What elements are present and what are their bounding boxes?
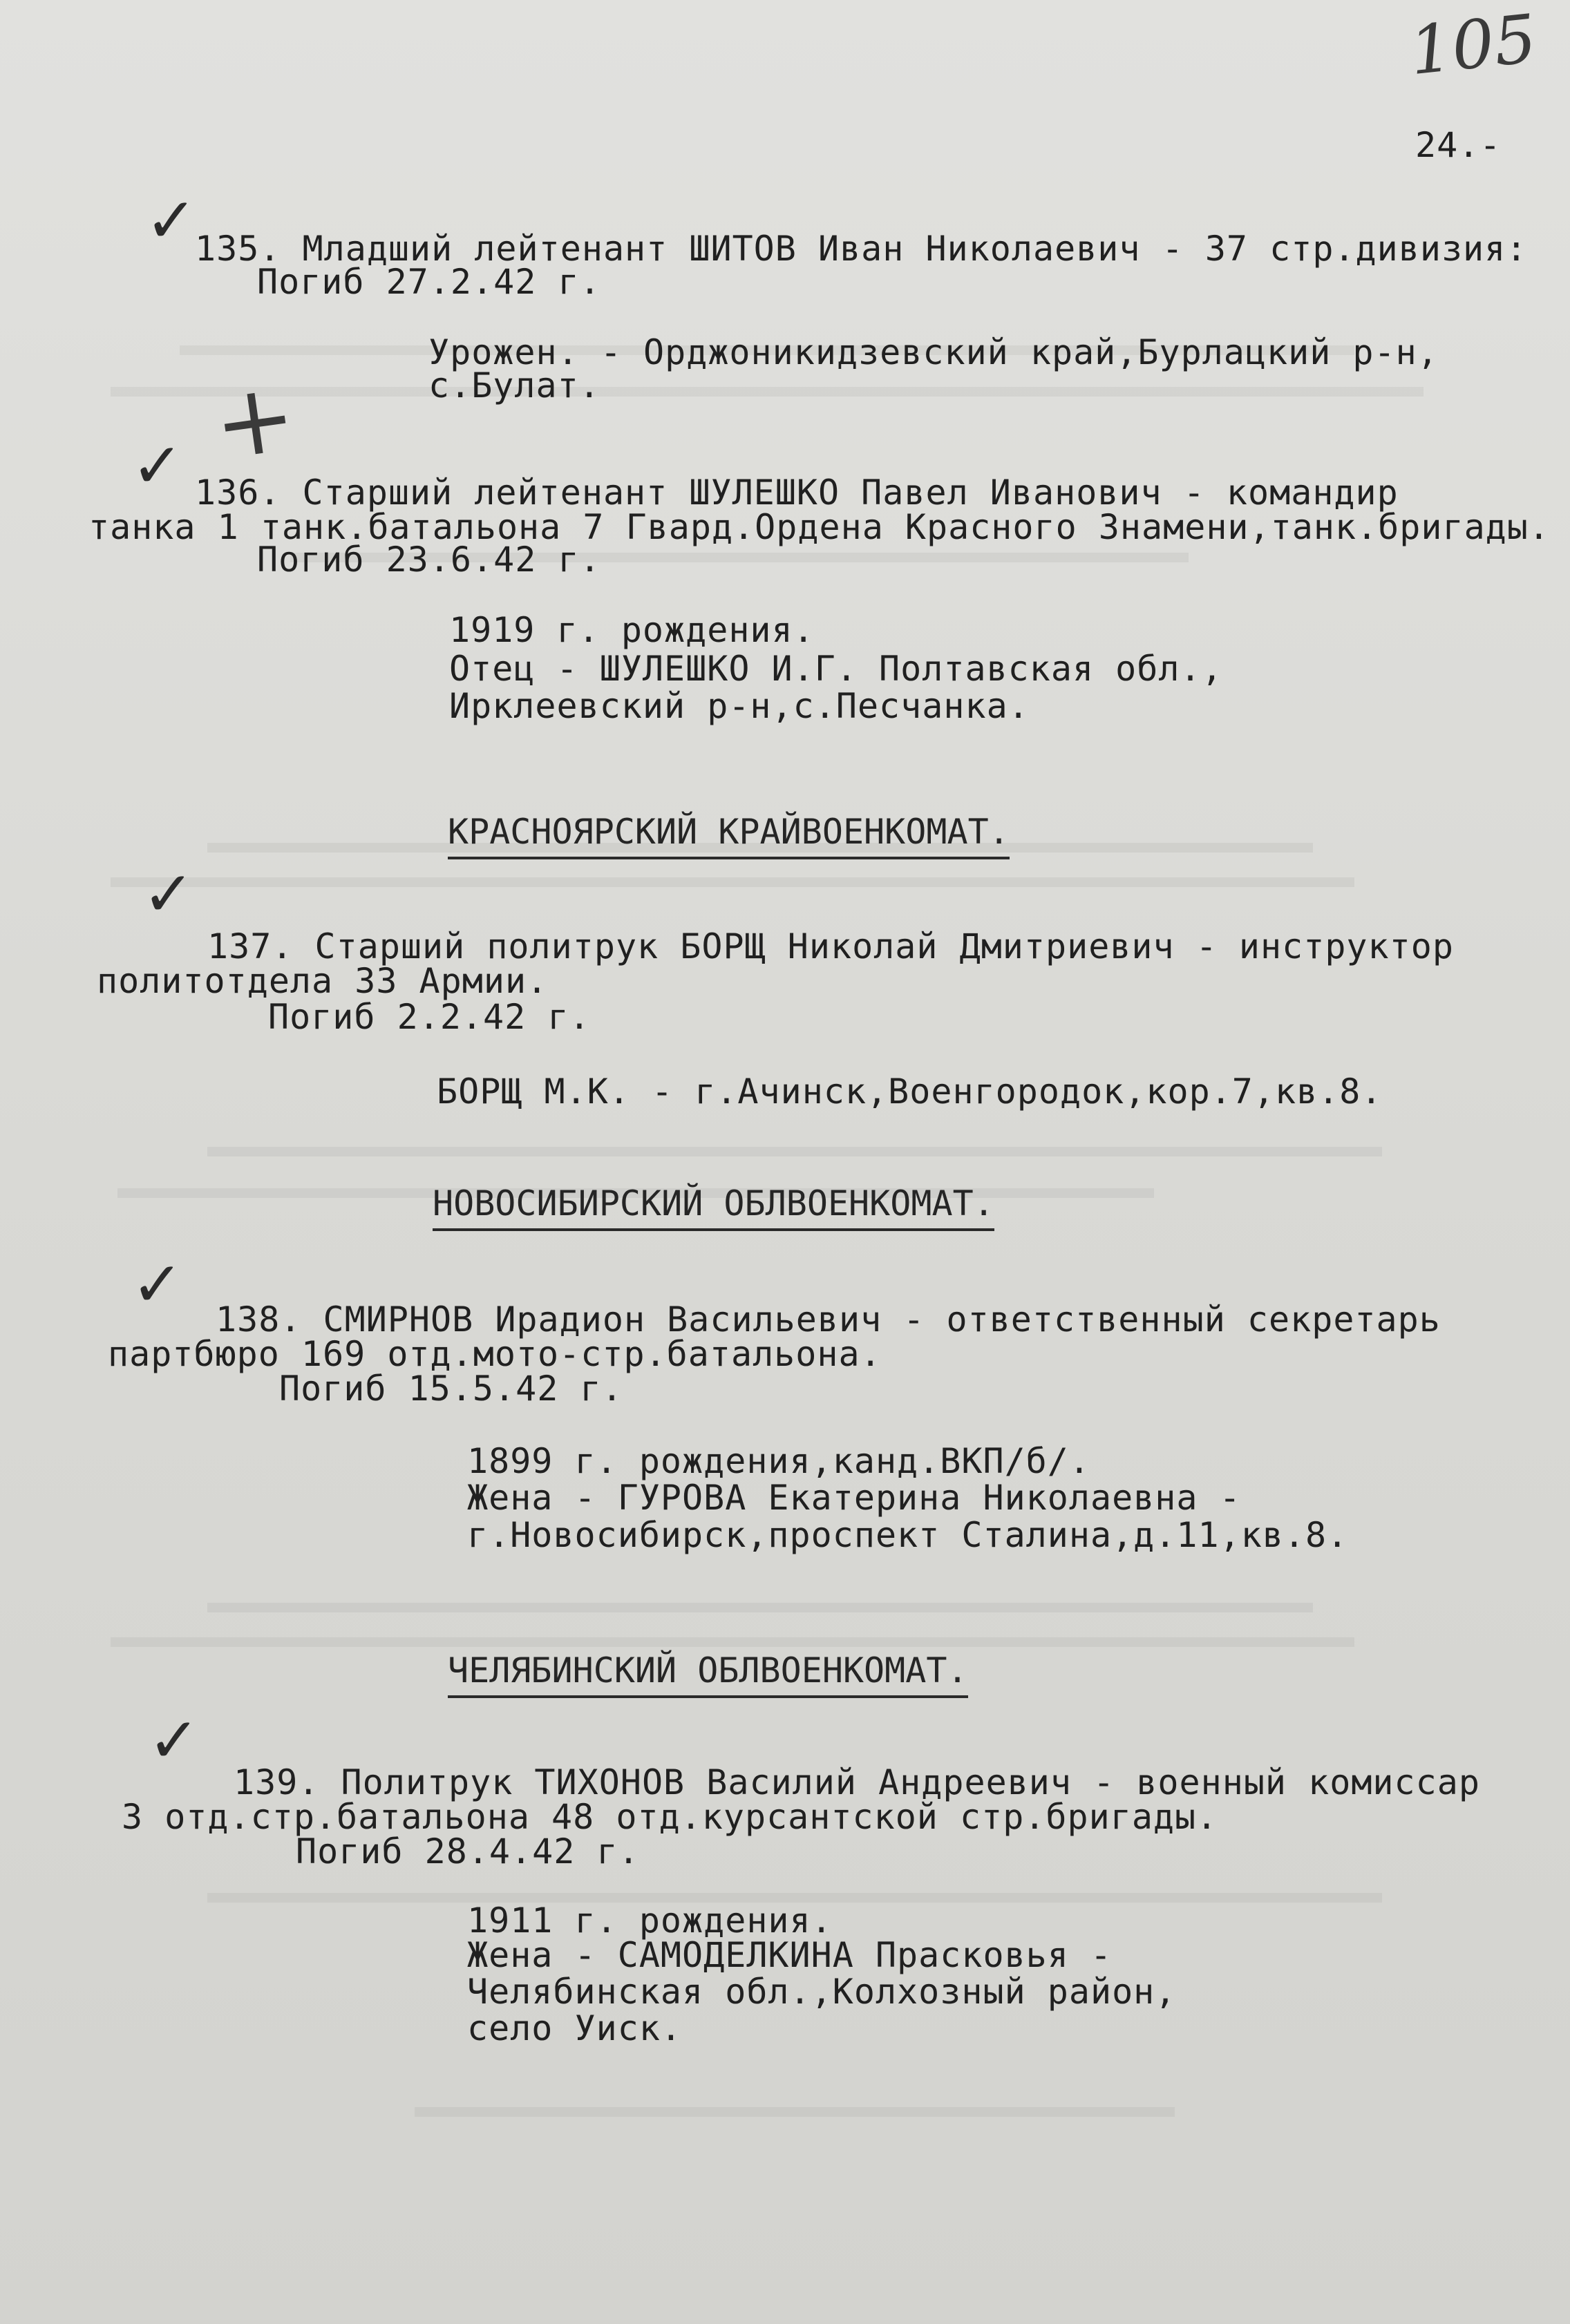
bleed-through-line <box>207 1603 1313 1612</box>
entry-138-detail-1: 1899 г. рождения,канд.ВКП/б/. <box>467 1441 1090 1481</box>
bleed-through-line <box>111 387 1424 397</box>
entry-135-line-1: 135. Младший лейтенант ШИТОВ Иван Николаевич - 37 стр.дивизия: <box>195 229 1528 269</box>
section-heading-chelyabinsk: ЧЕЛЯБИНСКИЙ ОБЛВОЕНКОМАТ. <box>448 1650 968 1698</box>
entry-139-line-2: 3 отд.стр.батальона 48 отд.курсантской стр.бригады. <box>122 1797 1218 1837</box>
bleed-through-line <box>415 2107 1175 2117</box>
entry-139-death-date: Погиб 28.4.42 г. <box>296 1831 640 1871</box>
entry-138-death-date: Погиб 15.5.42 г. <box>279 1369 623 1409</box>
check-mark-icon: ✓ <box>142 858 195 931</box>
entry-137-death-date: Погиб 2.2.42 г. <box>268 997 591 1037</box>
bleed-through-line <box>111 877 1354 887</box>
entry-136-detail-3: Ирклеевский р-н,с.Песчанка. <box>449 686 1030 726</box>
check-mark-icon: ✓ <box>148 1704 200 1777</box>
entry-136-line-2: танка 1 танк.батальона 7 Гвард.Ордена Красного Знамени,танк.бригады. <box>88 507 1550 547</box>
entry-136-detail-2: Отец - ШУЛЕШКО И.Г. Полтавская обл., <box>449 649 1223 689</box>
page-number: 24.- <box>1415 125 1502 165</box>
entry-138-line-1: 138. СМИРНОВ Ирадион Васильевич - ответственный секретарь <box>216 1299 1441 1340</box>
section-heading-krasnoyarsk: КРАСНОЯРСКИЙ КРАЙВОЕНКОМАТ. <box>448 811 1010 859</box>
check-mark-icon: ✓ <box>145 184 198 257</box>
entry-136-detail-1: 1919 г. рождения. <box>449 610 815 650</box>
entry-137-line-2: политотдела 33 Армии. <box>97 961 549 1001</box>
entry-138-line-2: партбюро 169 отд.мото-стр.батальона. <box>108 1334 882 1374</box>
entry-135-death-date: Погиб 27.2.42 г. <box>257 262 601 302</box>
entry-138-detail-2: Жена - ГУРОВА Екатерина Николаевна - <box>467 1478 1241 1518</box>
entry-139-detail-1: 1911 г. рождения. <box>467 1901 833 1941</box>
entry-139-line-1: 139. Политрук ТИХОНОВ Василий Андреевич - военный комиссар <box>234 1762 1480 1802</box>
entry-137-detail-1: БОРЩ М.К. - г.Ачинск,Военгородок,кор.7,кв.8. <box>437 1071 1383 1112</box>
entry-139-detail-3: Челябинская обл.,Колхозный район, <box>467 1972 1177 2012</box>
entry-135-detail-2: с.Булат. <box>428 365 600 406</box>
section-heading-novosibirsk: НОВОСИБИРСКИЙ ОБЛВОЕНКОМАТ. <box>433 1183 994 1231</box>
folio-number: 105 <box>1406 0 1540 91</box>
check-mark-icon: ✓ <box>131 430 184 502</box>
entry-135-detail-1: Урожен. - Орджоникидзевский край,Бурлацкий р-н, <box>428 332 1439 372</box>
cross-mark-icon: + <box>207 359 303 483</box>
entry-136-line-1: 136. Старший лейтенант ШУЛЕШКО Павел Иванович - командир <box>195 473 1399 513</box>
entry-139-detail-2: Жена - САМОДЕЛКИНА Прасковья - <box>467 1935 1113 1975</box>
check-mark-icon: ✓ <box>131 1248 184 1321</box>
entry-137-line-1: 137. Старший политрук БОРЩ Николай Дмитриевич - инструктор <box>207 926 1454 966</box>
bleed-through-line <box>111 1637 1354 1647</box>
entry-138-detail-3: г.Новосибирск,проспект Сталина,д.11,кв.8. <box>467 1515 1349 1555</box>
entry-136-death-date: Погиб 23.6.42 г. <box>257 540 601 580</box>
bleed-through-line <box>207 1147 1382 1156</box>
entry-139-detail-4: село Уиск. <box>467 2008 683 2048</box>
